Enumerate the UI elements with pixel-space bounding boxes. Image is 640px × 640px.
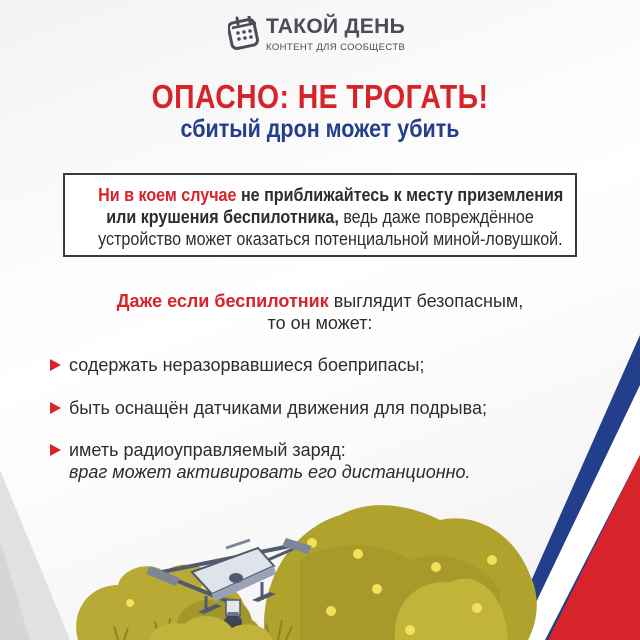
- warning-bold-text-1: не приближайтесь к месту приземления: [236, 184, 564, 205]
- subheadline: сбитый дрон может убить: [180, 115, 460, 143]
- bullet-note: враг может активировать его дистанционно.: [69, 462, 471, 482]
- headline: ОПАСНО: НЕ ТРОГАТЬ!: [151, 78, 489, 115]
- intro-red-text: Даже если беспилотник: [116, 291, 329, 311]
- intro-rest-text: выглядит безопасным,: [328, 291, 524, 311]
- bullet-text: содержать неразорвавшиеся боеприпасы;: [69, 355, 425, 375]
- warning-red-text: Ни в коем случае: [98, 184, 237, 205]
- bullet-text: иметь радиоуправляемый заряд:: [69, 440, 346, 460]
- logo-title: ТАКОЙ ДЕНЬ: [266, 15, 405, 38]
- bullet-text: быть оснащён датчиками движения для подрыва;: [69, 398, 487, 418]
- logo-subtitle: КОНТЕНТ ДЛЯ СООБЩЕСТВ: [266, 42, 406, 53]
- warning-bold-text-2: или крушения беспилотника,: [106, 206, 339, 227]
- intro-line-2: то он может:: [267, 313, 373, 333]
- bush-icon: [264, 505, 537, 640]
- warning-normal-text-2: устройство может оказаться потенциальной миной-ловушкой.: [98, 228, 563, 249]
- warning-normal-text-1: ведь даже повреждённое: [338, 206, 534, 227]
